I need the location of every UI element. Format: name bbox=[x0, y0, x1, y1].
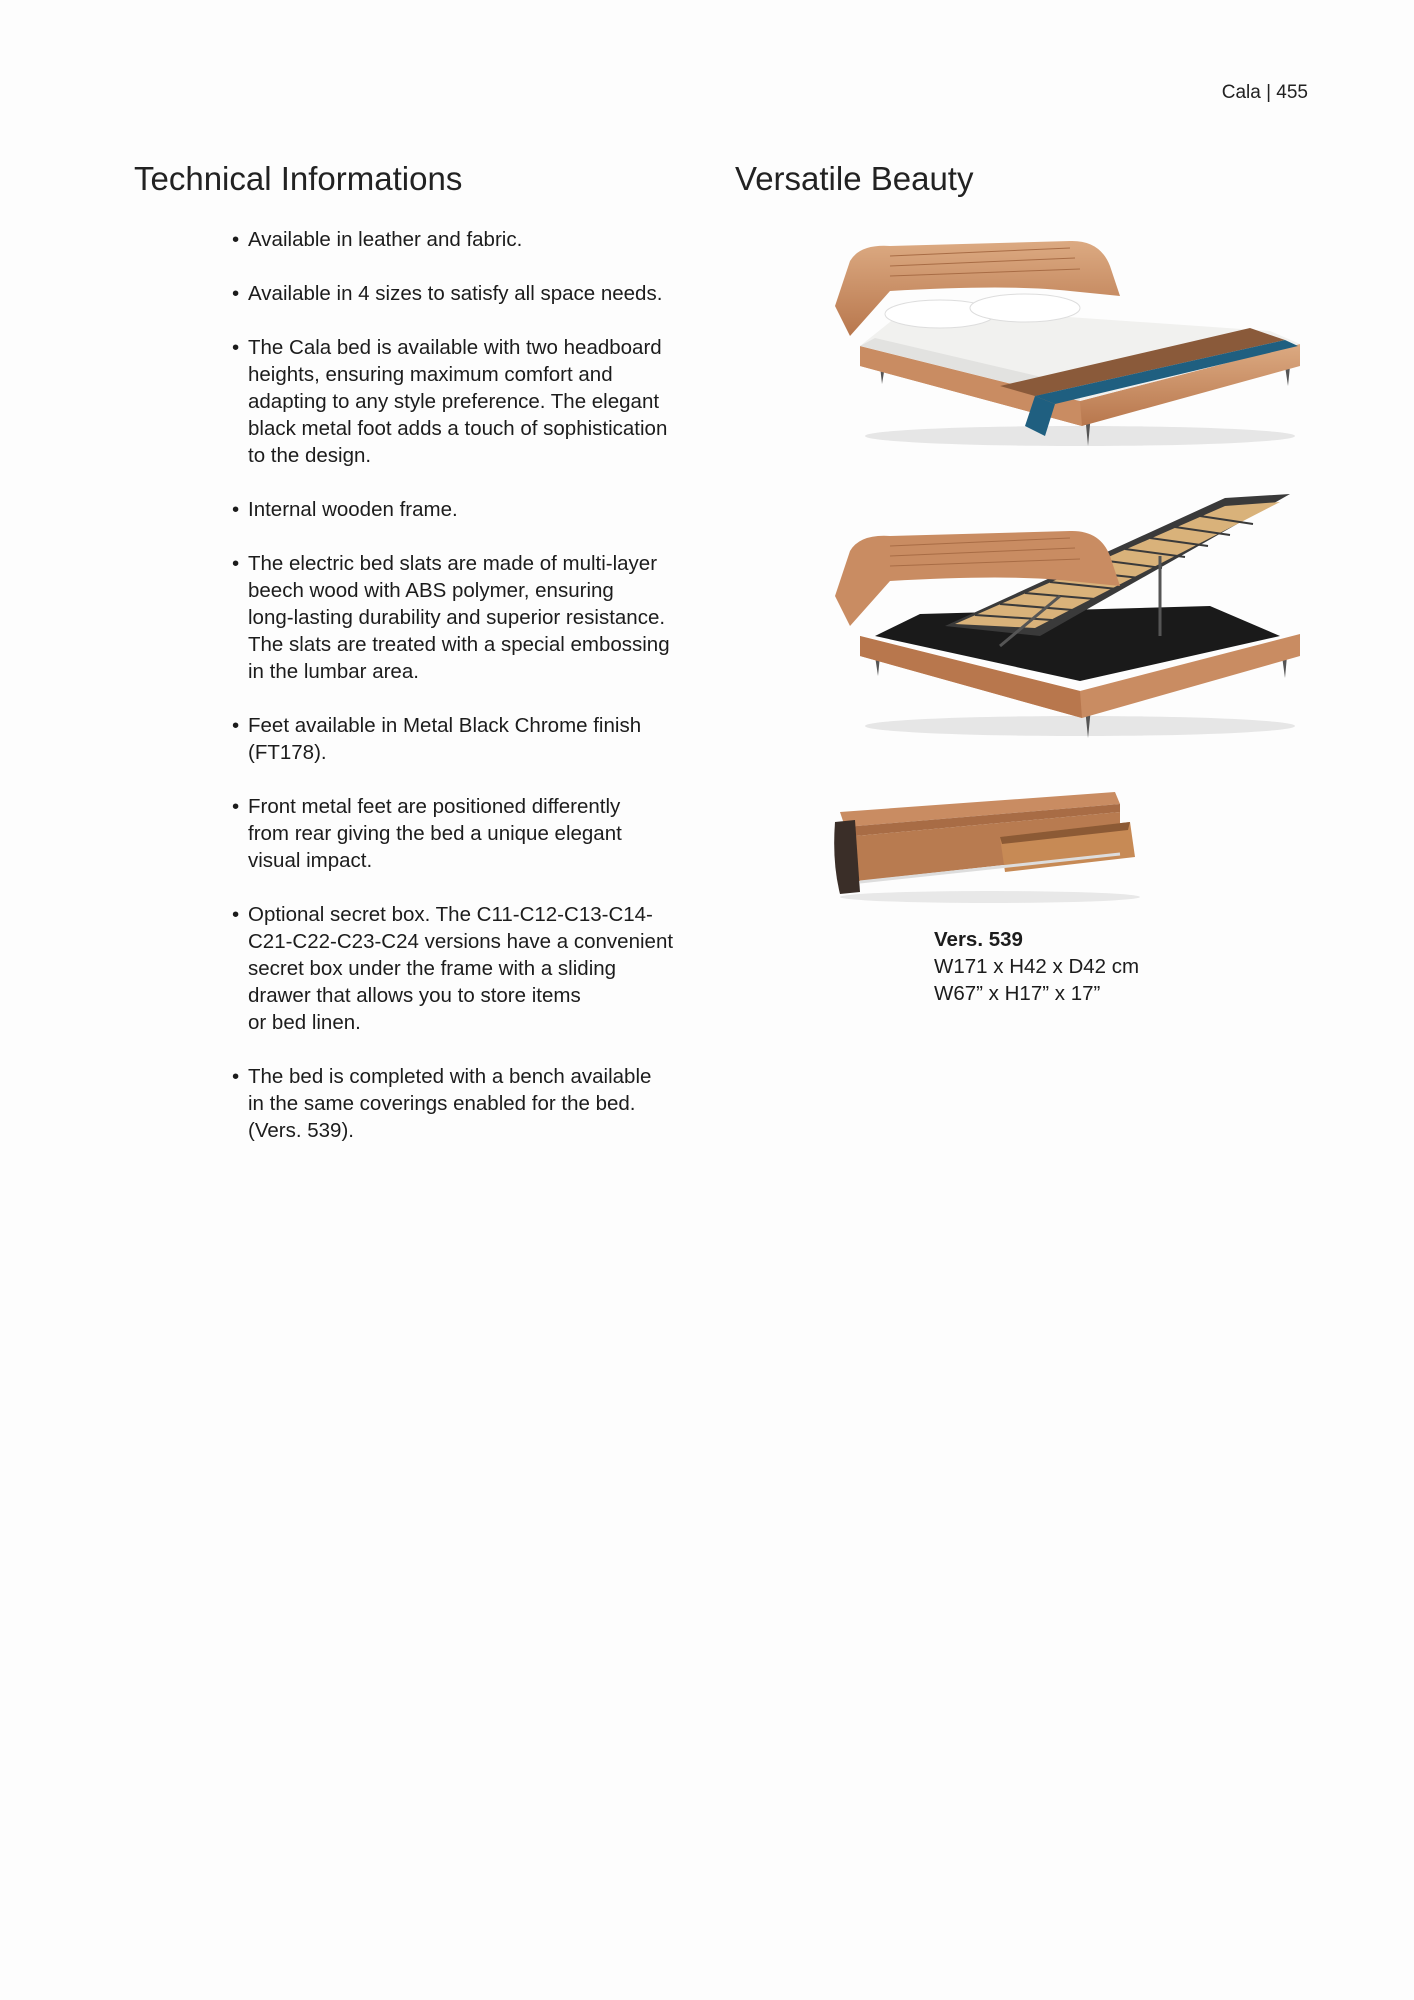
bullet-headboard: • The Cala bed is available with two headboard heights, ensuring maximum comfort and adapting to any style preference. The elegant black metal foot adds a touch of sophistication to the design. bbox=[232, 334, 712, 469]
bullet-front-feet: • Front metal feet are positioned differently from rear giving the bed a unique elegant visual impact. bbox=[232, 793, 712, 874]
cala-bed-storage-image bbox=[830, 486, 1310, 746]
bench-vers-539-image bbox=[830, 782, 1150, 907]
bench-dimensions-cm: W171 x H42 x D42 cm bbox=[934, 955, 1140, 978]
bench-dimensions-inches: W67” x H17” x 17” bbox=[934, 982, 1101, 1005]
bullet-secret-box: • Optional secret box. The C11-C12-C13-C14- C21-C22-C23-C24 versions have a convenient secret box under the frame with a sliding drawer that allows you to store items or bed linen. bbox=[232, 901, 712, 1036]
bench-info bbox=[934, 926, 1139, 1007]
bullet-slats: • The electric bed slats are made of multi-layer beech wood with ABS polymer, ensuring long-lasting durability and superior resistance. The slats are treated with a special embossing in the lumbar area. bbox=[232, 550, 712, 685]
page-number: Cala | 455 bbox=[1221, 82, 1308, 103]
versatile-beauty-heading: Versatile Beauty bbox=[735, 160, 974, 197]
cala-bed-image bbox=[830, 236, 1310, 456]
bullet-feet-finish: • Feet available in Metal Black Chrome finish (FT178). bbox=[232, 712, 712, 766]
technical-bullets-list bbox=[232, 226, 712, 1171]
bullet-bench: • The bed is completed with a bench available in the same coverings enabled for the bed. (Vers. 539). bbox=[232, 1063, 712, 1144]
bench-version-title: Vers. 539 bbox=[934, 928, 1023, 951]
technical-informations-heading: Technical Informations bbox=[134, 160, 463, 197]
bullet-frame: • Internal wooden frame. bbox=[232, 496, 712, 523]
bullet-materials: • Available in leather and fabric. bbox=[232, 226, 712, 253]
bullet-sizes: • Available in 4 sizes to satisfy all space needs. bbox=[232, 280, 712, 307]
